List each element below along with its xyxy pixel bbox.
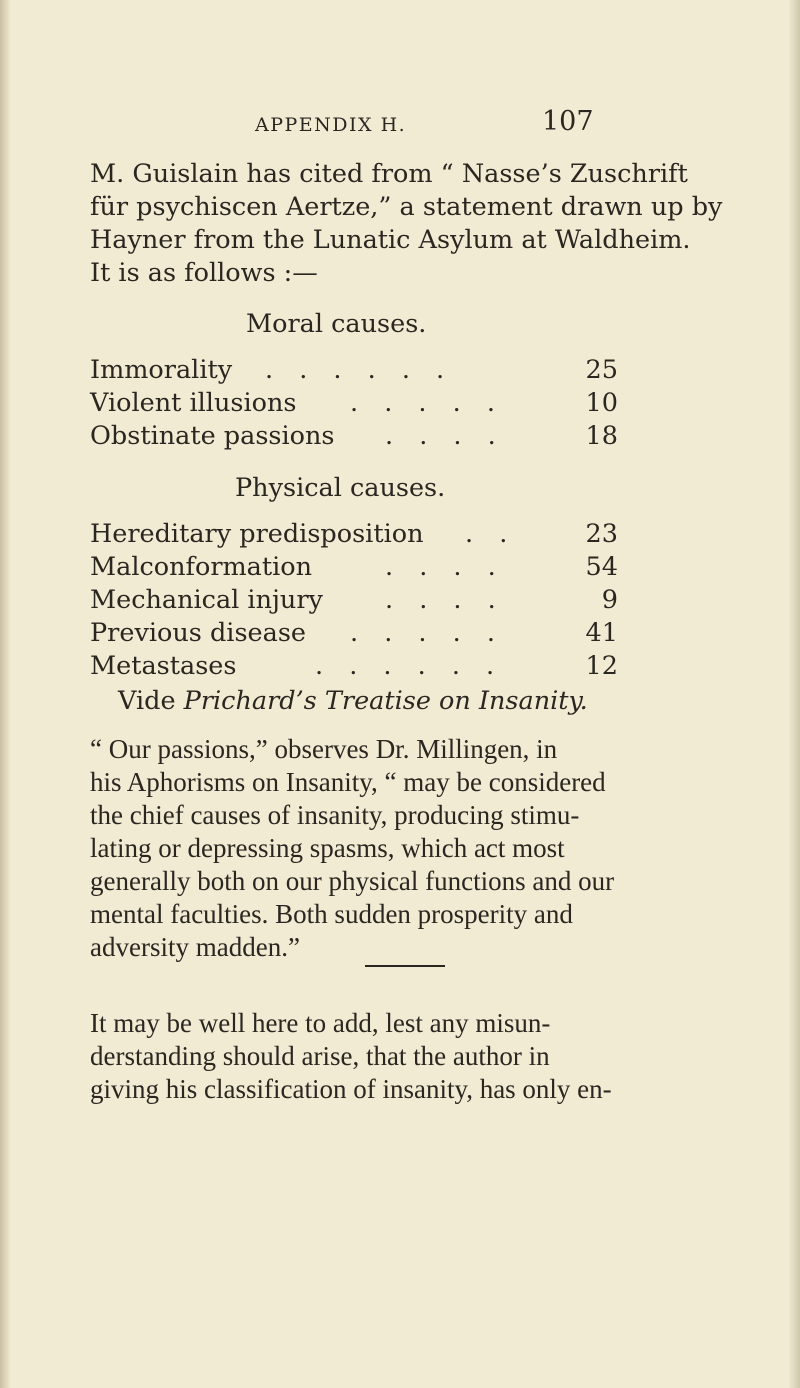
table-row-malconformation xyxy=(90,552,730,584)
intro-line: It is as follows :— xyxy=(90,258,318,288)
quote-line: the chief causes of insanity, producing stimu- xyxy=(90,800,580,830)
page-edge-right xyxy=(788,0,800,1388)
quote-line: his Aphorisms on Insanity, “ may be considered xyxy=(90,767,606,797)
table-row-violent-illusions xyxy=(90,388,730,420)
section-divider xyxy=(365,965,445,967)
quote-line: lating or depressing spasms, which act most xyxy=(90,833,565,863)
row-value: 18 xyxy=(585,421,618,451)
quote-line: “ Our passions,” observes Dr. Millingen, in xyxy=(90,734,558,764)
row-leader-dots: . . . . . . xyxy=(265,355,454,385)
table-row-mechanical-injury xyxy=(90,585,730,617)
vide-citation: Prichard’s Treatise on Insanity. xyxy=(183,686,588,716)
moral-causes-heading: Moral causes. xyxy=(246,309,427,339)
row-label: Obstinate passions xyxy=(90,421,335,451)
closing-line: giving his classification of insanity, has only en- xyxy=(90,1074,612,1104)
page-header xyxy=(0,106,800,142)
row-leader-dots: . . . . xyxy=(385,552,505,582)
intro-line: Hayner from the Lunatic Asylum at Waldheim. xyxy=(90,225,691,255)
table-row-obstinate-passions xyxy=(90,421,730,453)
intro-line: für psychiscen Aertze,” a statement drawn up by xyxy=(90,192,723,222)
row-label: Mechanical injury xyxy=(90,585,323,615)
row-leader-dots: . . . . . xyxy=(350,388,504,418)
row-leader-dots: . . . . xyxy=(385,585,505,615)
running-head: APPENDIX H. xyxy=(255,114,407,136)
closing-line: It may be well here to add, lest any misun- xyxy=(90,1008,551,1038)
quote-line: mental faculties. Both sudden prosperity and xyxy=(90,899,573,929)
row-leader-dots: . . . . . xyxy=(350,618,504,648)
closing-paragraph xyxy=(90,1007,730,1106)
row-leader-dots: . . xyxy=(465,519,517,549)
table-row-hereditary-predisposition xyxy=(90,519,730,551)
page-edge-left xyxy=(0,0,10,1388)
vide-reference xyxy=(118,686,588,716)
quote-paragraph xyxy=(90,733,730,964)
row-label: Violent illusions xyxy=(90,388,297,418)
row-label: Metastases xyxy=(90,651,237,681)
closing-line: derstanding should arise, that the author in xyxy=(90,1041,550,1071)
row-label: Previous disease xyxy=(90,618,307,648)
row-value: 9 xyxy=(601,585,618,615)
table-row-previous-disease xyxy=(90,618,730,650)
row-value: 12 xyxy=(585,651,618,681)
row-value: 10 xyxy=(585,388,618,418)
vide-prefix: Vide xyxy=(118,686,184,716)
row-label: Immorality xyxy=(90,355,233,385)
table-row-metastases xyxy=(90,651,730,683)
page-number: 107 xyxy=(542,106,594,137)
intro-line: M. Guislain has cited from “ Nasse’s Zuschrift xyxy=(90,159,688,189)
row-value: 41 xyxy=(585,618,618,648)
quote-line: adversity madden.” xyxy=(90,932,300,962)
row-value: 23 xyxy=(585,519,618,549)
table-row-immorality xyxy=(90,355,730,387)
row-leader-dots: . . . . xyxy=(385,421,505,451)
row-leader-dots: . . . . . . xyxy=(315,651,504,681)
row-value: 54 xyxy=(585,552,618,582)
intro-paragraph xyxy=(90,158,730,290)
row-value: 25 xyxy=(585,355,618,385)
quote-line: generally both on our physical functions and our xyxy=(90,866,615,896)
row-label: Hereditary predisposition xyxy=(90,519,424,549)
row-label: Malconformation xyxy=(90,552,313,582)
physical-causes-heading: Physical causes. xyxy=(235,473,446,503)
